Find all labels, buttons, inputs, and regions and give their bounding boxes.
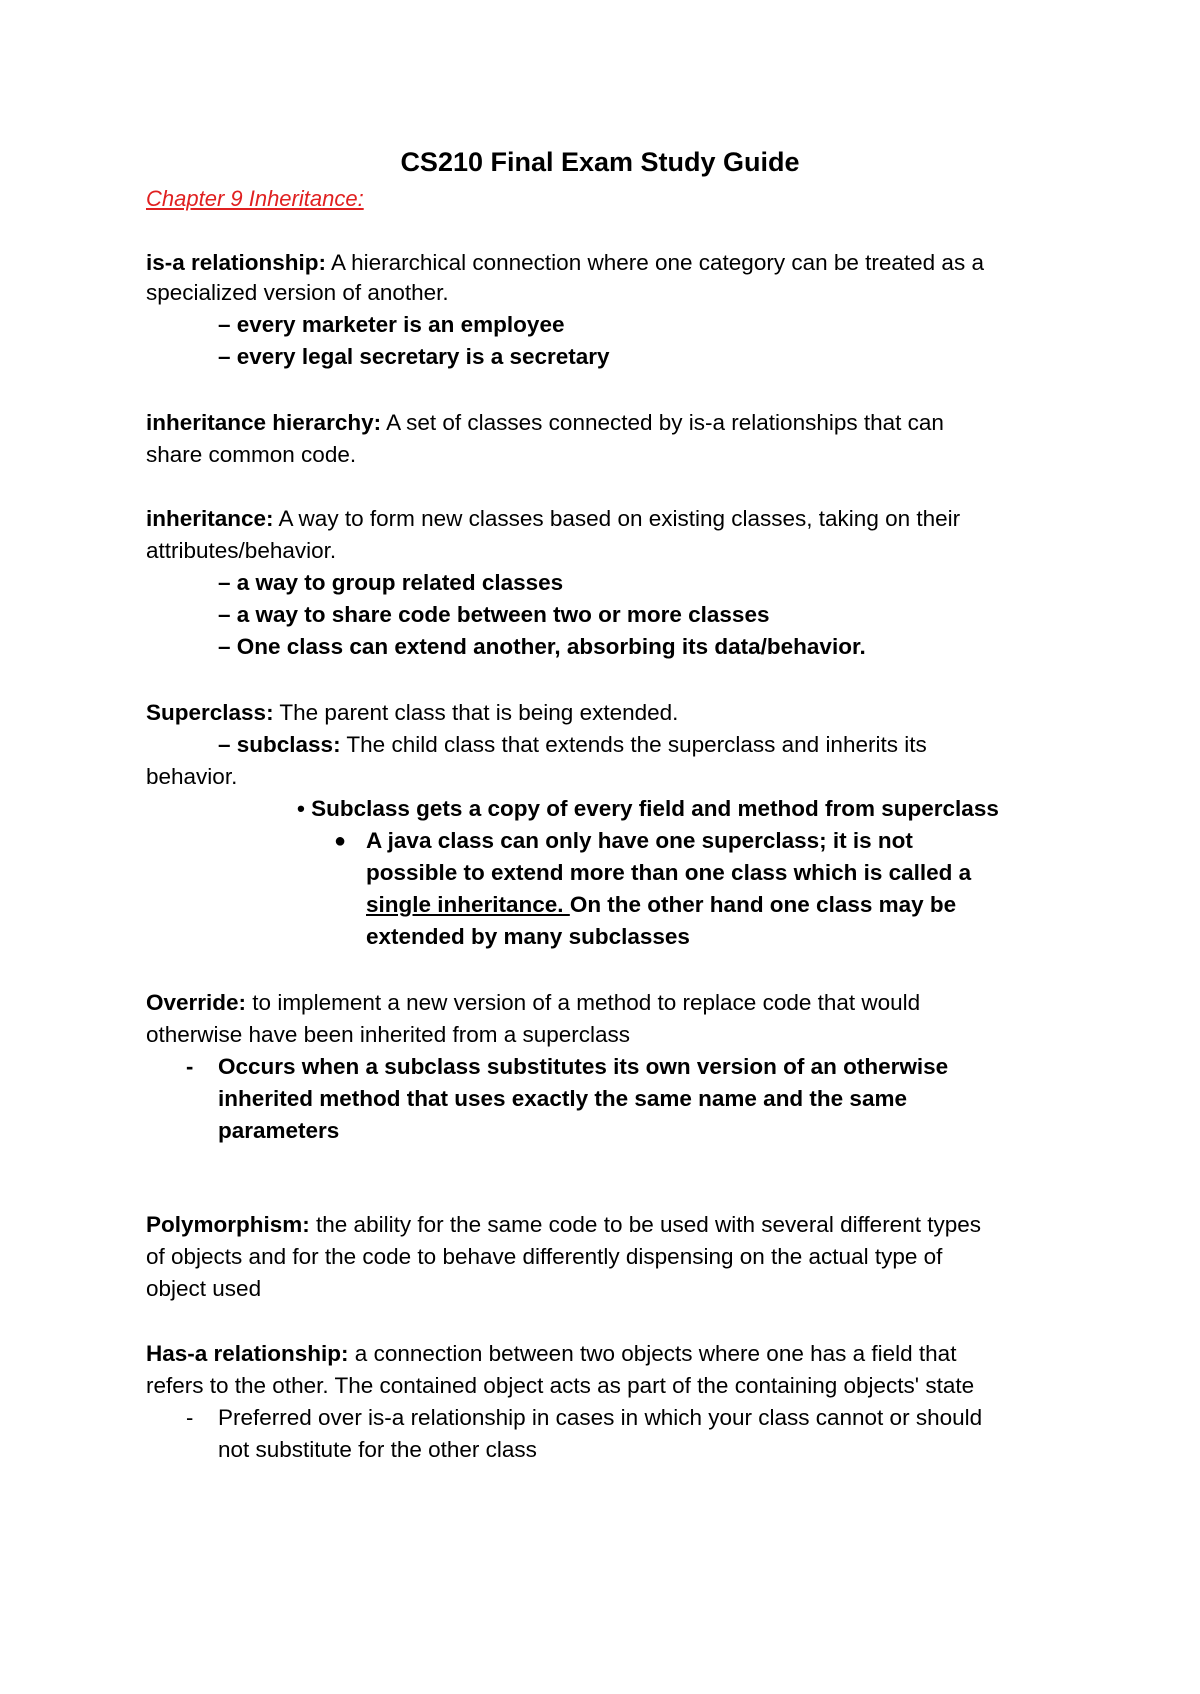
chapter-heading: Chapter 9 Inheritance:: [146, 186, 364, 211]
hasa-dash: -: [186, 1405, 194, 1430]
hasa-def-1: a connection between two objects where one has a field that: [348, 1341, 957, 1366]
subclass-bullet-2-line-3-rest: On the other hand one class may be: [569, 892, 957, 917]
isa-def-2: specialized version of another.: [146, 280, 449, 305]
override-dash: -: [186, 1054, 194, 1079]
hierarchy-def-2: share common code.: [146, 442, 357, 467]
subclass-line-1: [218, 730, 927, 760]
isa-def-1: A hierarchical connection where one category can be treated as a: [326, 250, 984, 275]
override-note-1: Occurs when a subclass substitutes its own version of an otherwise: [218, 1054, 949, 1079]
inheritance-example-2: – a way to share code between two or more classes: [218, 602, 770, 627]
isa-example-1: – every marketer is an employee: [218, 312, 565, 337]
override-term: Override:: [146, 990, 247, 1015]
polymorphism-def-2: of objects and for the code to behave differently dispensing on the actual type of: [146, 1244, 943, 1269]
override-line-1: [146, 988, 920, 1018]
inheritance-def-1: A way to form new classes based on existing classes, taking on their: [273, 506, 961, 531]
hasa-note-2: not substitute for the other class: [218, 1437, 537, 1462]
hasa-note-1: Preferred over is-a relationship in cases in which your class cannot or should: [218, 1405, 983, 1430]
override-def-1: to implement a new version of a method to replace code that would: [246, 990, 921, 1015]
inheritance-example-1: – a way to group related classes: [218, 570, 564, 595]
page-title: CS210 Final Exam Study Guide: [400, 147, 800, 177]
subclass-bullet-2-line-1: A java class can only have one superclass; it is not: [366, 828, 913, 853]
superclass-term: Superclass:: [146, 700, 274, 725]
subclass-def-1: The child class that extends the superclass and inherits its: [340, 732, 927, 757]
polymorphism-def-1: the ability for the same code to be used with several different types: [309, 1212, 981, 1237]
subclass-bullet-1: • Subclass gets a copy of every field and method from superclass: [297, 796, 999, 821]
single-inheritance-term: single inheritance.: [366, 892, 570, 917]
subclass-bullet-2-line-4: extended by many subclasses: [366, 924, 690, 949]
subclass-term: – subclass:: [218, 732, 341, 757]
hasa-line-1: [146, 1339, 956, 1369]
polymorphism-def-3: object used: [146, 1276, 262, 1301]
inheritance-term: inheritance:: [146, 506, 274, 531]
override-note-2: inherited method that uses exactly the same name and the same: [218, 1086, 907, 1111]
hierarchy-def-1: A set of classes connected by is-a relationships that can: [381, 410, 944, 435]
hierarchy-term: inheritance hierarchy:: [146, 410, 382, 435]
inheritance-def-2: attributes/behavior.: [146, 538, 337, 563]
subclass-def-2: behavior.: [146, 764, 238, 789]
isa-line-1: [146, 248, 984, 278]
inheritance-line-1: [146, 504, 960, 534]
isa-term: is-a relationship:: [146, 250, 327, 275]
subclass-bullet-2-line-3: [366, 890, 956, 920]
override-note-3: parameters: [218, 1118, 340, 1143]
override-def-2: otherwise have been inherited from a superclass: [146, 1022, 631, 1047]
polymorphism-term: Polymorphism:: [146, 1212, 310, 1237]
polymorphism-line-1: [146, 1210, 981, 1240]
hierarchy-line-1: [146, 408, 944, 438]
inheritance-example-3: – One class can extend another, absorbing its data/behavior.: [218, 634, 866, 659]
superclass-line: [146, 698, 678, 728]
isa-example-2: – every legal secretary is a secretary: [218, 344, 610, 369]
hasa-def-2: refers to the other. The contained object acts as part of the containing objects' state: [146, 1373, 975, 1398]
superclass-def: The parent class that is being extended.: [273, 700, 679, 725]
hasa-term: Has-a relationship:: [146, 1341, 349, 1366]
subclass-bullet-2-line-2: possible to extend more than one class which is called a: [366, 860, 972, 885]
bullet-marker: ●: [334, 830, 347, 852]
